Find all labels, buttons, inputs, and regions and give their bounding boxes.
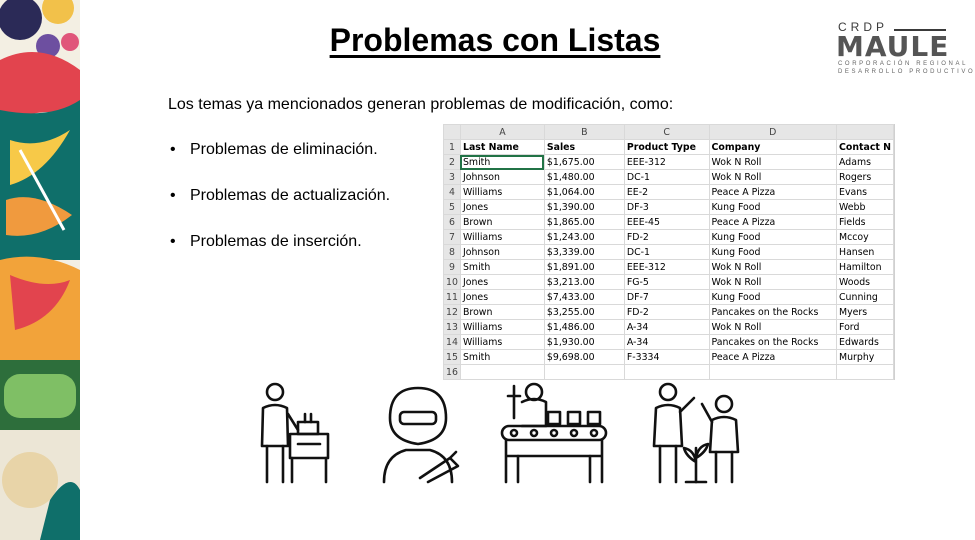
row-number[interactable]: 3	[444, 170, 461, 185]
table-cell[interactable]: Peace A Pizza	[709, 185, 837, 200]
table-cell[interactable]: Wok N Roll	[709, 275, 837, 290]
table-cell[interactable]: Wok N Roll	[709, 155, 837, 170]
table-cell[interactable]: Hamilton	[837, 260, 894, 275]
logo-subtitle-line1: CORPORACIÓN REGIONAL	[838, 61, 969, 67]
table-row	[444, 260, 894, 275]
spreadsheet-image	[443, 124, 895, 380]
table-row	[444, 230, 894, 245]
logo-subtitle-line2: DESARROLLO PRODUCTIVO	[838, 69, 975, 75]
table-row	[444, 350, 894, 365]
table-cell[interactable]: Kung Food	[709, 290, 837, 305]
table-cell[interactable]: Smith	[460, 155, 544, 170]
bullet-text: Problemas de actualización.	[190, 187, 391, 204]
spreadsheet-corner[interactable]	[444, 125, 461, 140]
workers-illustration	[250, 378, 750, 488]
table-cell[interactable]: Johnson	[460, 245, 544, 260]
table-cell[interactable]: Woods	[837, 275, 894, 290]
spreadsheet-column-headers	[444, 125, 894, 140]
table-row	[444, 290, 894, 305]
header-cell[interactable]: Sales	[544, 140, 624, 155]
header-cell[interactable]: Last Name	[460, 140, 544, 155]
table-cell[interactable]: FD-2	[624, 305, 709, 320]
row-number[interactable]: 5	[444, 200, 461, 215]
table-cell[interactable]: Williams	[460, 185, 544, 200]
table-cell[interactable]: Wok N Roll	[709, 260, 837, 275]
row-number[interactable]: 6	[444, 215, 461, 230]
crdp-maule-logo	[836, 18, 975, 78]
intro-text: Los temas ya mencionados generan problemas de modificación, como:	[168, 96, 674, 113]
table-cell[interactable]: $3,339.00	[544, 245, 624, 260]
assembly-line-icon	[502, 384, 606, 482]
table-cell[interactable]: Hansen	[837, 245, 894, 260]
table-row	[444, 185, 894, 200]
machine-worker-icon	[262, 384, 328, 482]
column-header[interactable]: C	[624, 125, 709, 140]
logo-subtitle	[838, 60, 975, 76]
table-cell[interactable]: EEE-45	[624, 215, 709, 230]
table-cell[interactable]: $7,433.00	[544, 290, 624, 305]
table-cell[interactable]: Kung Food	[709, 230, 837, 245]
table-cell[interactable]: $1,486.00	[544, 320, 624, 335]
table-cell[interactable]: $1,480.00	[544, 170, 624, 185]
table-cell[interactable]: Fields	[837, 215, 894, 230]
header-cell[interactable]: Contact N	[837, 140, 894, 155]
table-row	[444, 335, 894, 350]
bullet-item	[170, 233, 390, 279]
row-number[interactable]: 8	[444, 245, 461, 260]
row-number[interactable]: 16	[444, 365, 461, 380]
table-cell[interactable]: Brown	[460, 215, 544, 230]
bullet-item	[170, 141, 390, 187]
table-cell[interactable]: FG-5	[624, 275, 709, 290]
table-cell[interactable]: $1,891.00	[544, 260, 624, 275]
bullet-symbol: •	[170, 141, 176, 158]
farmers-plant-icon	[654, 384, 738, 482]
table-row	[444, 215, 894, 230]
logo-maule-text: MAULE	[836, 30, 950, 63]
spreadsheet-table	[443, 124, 894, 380]
table-cell[interactable]: Jones	[460, 275, 544, 290]
table-cell[interactable]: Peace A Pizza	[709, 350, 837, 365]
table-cell[interactable]: Cunning	[837, 290, 894, 305]
row-number[interactable]: 2	[444, 155, 461, 170]
table-cell[interactable]: Jones	[460, 200, 544, 215]
empty-cell[interactable]	[837, 365, 894, 380]
table-cell[interactable]: A-34	[624, 335, 709, 350]
column-header[interactable]: A	[460, 125, 544, 140]
table-cell[interactable]: DC-1	[624, 170, 709, 185]
table-cell[interactable]: Wok N Roll	[709, 170, 837, 185]
table-cell[interactable]: EE-2	[624, 185, 709, 200]
row-number[interactable]: 11	[444, 290, 461, 305]
table-cell[interactable]: Pancakes on the Rocks	[709, 305, 837, 320]
row-number[interactable]: 7	[444, 230, 461, 245]
bullet-item	[170, 187, 390, 233]
table-cell[interactable]: Smith	[460, 350, 544, 365]
header-cell[interactable]: Product Type	[624, 140, 709, 155]
table-cell[interactable]: FD-2	[624, 230, 709, 245]
table-cell[interactable]: F-3334	[624, 350, 709, 365]
table-cell[interactable]: $1,390.00	[544, 200, 624, 215]
header-cell[interactable]: Company	[709, 140, 837, 155]
row-number[interactable]: 13	[444, 320, 461, 335]
table-cell[interactable]: Murphy	[837, 350, 894, 365]
table-cell[interactable]: Jones	[460, 290, 544, 305]
table-cell[interactable]: Rogers	[837, 170, 894, 185]
bullet-symbol: •	[170, 233, 176, 250]
table-row	[444, 320, 894, 335]
table-cell[interactable]: Wok N Roll	[709, 320, 837, 335]
table-cell[interactable]: Williams	[460, 335, 544, 350]
column-header[interactable]: B	[544, 125, 624, 140]
table-cell[interactable]: Adams	[837, 155, 894, 170]
table-cell[interactable]: Webb	[837, 200, 894, 215]
table-cell[interactable]: DF-3	[624, 200, 709, 215]
table-cell[interactable]: Peace A Pizza	[709, 215, 837, 230]
table-row	[444, 200, 894, 215]
table-cell[interactable]: $3,255.00	[544, 305, 624, 320]
table-cell[interactable]: $1,243.00	[544, 230, 624, 245]
table-row	[444, 275, 894, 290]
table-cell[interactable]: EEE-312	[624, 155, 709, 170]
table-row	[444, 245, 894, 260]
table-cell[interactable]: $1,930.00	[544, 335, 624, 350]
table-cell[interactable]: Smith	[460, 260, 544, 275]
decorative-side-pattern	[0, 0, 80, 540]
table-cell[interactable]: Brown	[460, 305, 544, 320]
table-cell[interactable]: DC-1	[624, 245, 709, 260]
table-cell[interactable]: Kung Food	[709, 245, 837, 260]
bullet-list	[170, 141, 390, 279]
table-cell[interactable]: $1,064.00	[544, 185, 624, 200]
table-cell[interactable]: Myers	[837, 305, 894, 320]
table-cell[interactable]: Williams	[460, 320, 544, 335]
table-cell[interactable]: Evans	[837, 185, 894, 200]
table-cell[interactable]: A-34	[624, 320, 709, 335]
welder-icon	[384, 388, 458, 482]
table-row	[444, 170, 894, 185]
table-cell[interactable]: Johnson	[460, 170, 544, 185]
table-cell[interactable]: EEE-312	[624, 260, 709, 275]
bullet-text: Problemas de inserción.	[190, 233, 362, 250]
table-cell[interactable]: Williams	[460, 230, 544, 245]
slide-title: Problemas con Listas	[329, 22, 661, 58]
bullet-symbol: •	[170, 187, 176, 204]
table-cell[interactable]: Pancakes on the Rocks	[709, 335, 837, 350]
table-row	[444, 155, 894, 170]
table-cell[interactable]: $1,675.00	[544, 155, 624, 170]
table-row	[444, 305, 894, 320]
table-cell[interactable]: Kung Food	[709, 200, 837, 215]
column-header[interactable]: D	[709, 125, 837, 140]
bullet-text: Problemas de eliminación.	[190, 141, 378, 158]
row-number[interactable]: 9	[444, 260, 461, 275]
table-cell[interactable]: Mccoy	[837, 230, 894, 245]
row-number[interactable]: 10	[444, 275, 461, 290]
row-number[interactable]: 14	[444, 335, 461, 350]
row-number[interactable]: 15	[444, 350, 461, 365]
column-header[interactable]	[837, 125, 894, 140]
table-cell[interactable]: $9,698.00	[544, 350, 624, 365]
table-row	[444, 140, 894, 155]
table-cell[interactable]: Ford	[837, 320, 894, 335]
table-cell[interactable]: Edwards	[837, 335, 894, 350]
logo-crdp-text: CRDP	[838, 20, 889, 34]
row-number[interactable]: 4	[444, 185, 461, 200]
row-number[interactable]: 12	[444, 305, 461, 320]
table-cell[interactable]: $3,213.00	[544, 275, 624, 290]
table-cell[interactable]: DF-7	[624, 290, 709, 305]
row-number[interactable]: 1	[444, 140, 461, 155]
table-cell[interactable]: $1,865.00	[544, 215, 624, 230]
